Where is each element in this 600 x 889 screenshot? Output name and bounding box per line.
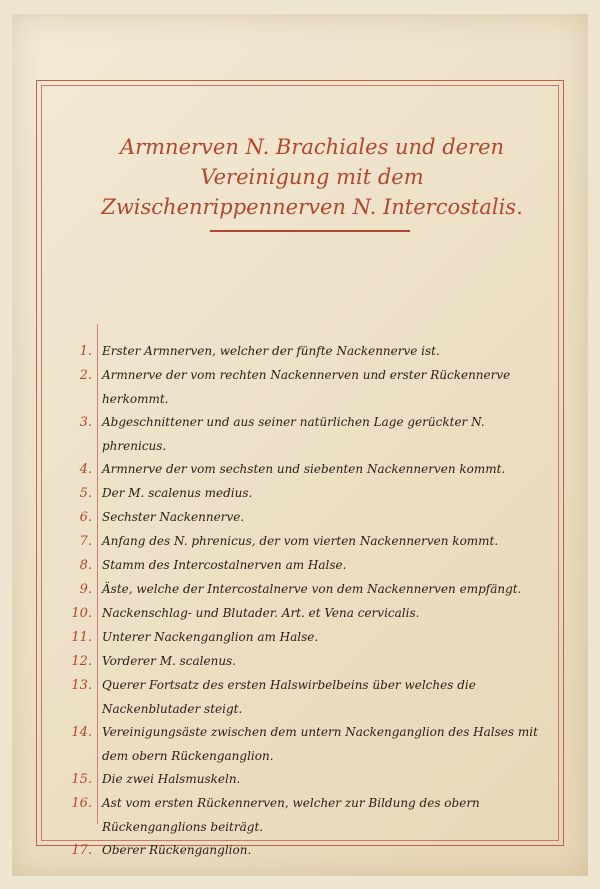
legend-item-number: 10. (71, 606, 92, 621)
legend-item (52, 364, 552, 411)
legend-list (52, 340, 552, 863)
legend-item-number: 15. (71, 772, 92, 787)
legend-item-text: Äste, welche der Intercostalnerve von dem Nackennerven empfängt. (102, 582, 522, 596)
legend-item-text: Ast vom ersten Rückennerven, welcher zur Bildung des obern Rückenganglions beiträgt. (102, 796, 480, 834)
legend-item (52, 768, 552, 792)
legend-item-text: Anfang des N. phrenicus, der vom vierten Nackennerven kommt. (102, 534, 499, 548)
legend-item-text: Unterer Nackenganglion am Halse. (102, 630, 319, 644)
legend-item (52, 578, 552, 602)
legend-item-text: Vereinigungsäste zwischen dem untern Nackenganglion des Halses mit dem obern Rückenganglion. (102, 725, 538, 763)
legend-item-number: 17. (71, 843, 92, 858)
legend-item (52, 674, 552, 721)
legend-item-text: Querer Fortsatz des ersten Halswirbelbeins über welches die Nackenblutader steigt. (102, 678, 476, 716)
legend-item-number: 6. (79, 510, 92, 525)
legend-item-number: 16. (71, 796, 92, 811)
title-underline (210, 230, 410, 232)
legend-item (52, 506, 552, 530)
legend-item (52, 554, 552, 578)
legend-item (52, 650, 552, 674)
legend-item-text: Erster Armnerven, welcher der fünfte Nackennerve ist. (102, 344, 440, 358)
legend-item-number: 12. (71, 654, 92, 669)
legend-item-text: Die zwei Halsmuskeln. (102, 772, 241, 786)
legend-item (52, 839, 552, 863)
legend-item-number: 14. (71, 725, 92, 740)
legend-item (52, 792, 552, 839)
legend-item-number: 7. (79, 534, 92, 549)
legend-item-number: 11. (71, 630, 92, 645)
legend-item-number: 3. (79, 415, 92, 430)
legend-item-number: 13. (71, 678, 92, 693)
legend-item-text: Armnerve der vom sechsten und siebenten Nackennerven kommt. (102, 462, 506, 476)
legend-item (52, 458, 552, 482)
page-title: Armnerven N. Brachiales und deren Vereinigung mit dem Zwischenrippennerven N. Intercostalis. (101, 135, 523, 219)
legend-item (52, 530, 552, 554)
legend-item (52, 411, 552, 458)
legend-item-text: Stamm des Intercostalnerven am Halse. (102, 558, 347, 572)
legend-item (52, 482, 552, 506)
legend-item-text: Abgeschnittener und aus seiner natürlichen Lage gerückter N. phrenicus. (102, 415, 485, 453)
legend-item-number: 2. (79, 368, 92, 383)
legend-item (52, 721, 552, 768)
legend-item-number: 8. (79, 558, 92, 573)
legend-item (52, 340, 552, 364)
legend-item-text: Sechster Nackennerve. (102, 510, 245, 524)
legend-item-text: Der M. scalenus medius. (102, 486, 253, 500)
legend-item-text: Oberer Rückenganglion. (102, 843, 252, 857)
legend-item-text: Nackenschlag- und Blutader. Art. et Vena cervicalis. (102, 606, 420, 620)
legend-item-text: Armnerve der vom rechten Nackennerven und erster Rückennerve herkommt. (102, 368, 511, 406)
legend-item-text: Vorderer M. scalenus. (102, 654, 237, 668)
manuscript-page (12, 14, 588, 876)
legend-item (52, 626, 552, 650)
legend-item-number: 5. (79, 486, 92, 501)
legend-item-number: 4. (79, 462, 92, 477)
legend-item (52, 602, 552, 626)
legend-item-number: 9. (79, 582, 92, 597)
legend-item-number: 1. (79, 344, 92, 359)
